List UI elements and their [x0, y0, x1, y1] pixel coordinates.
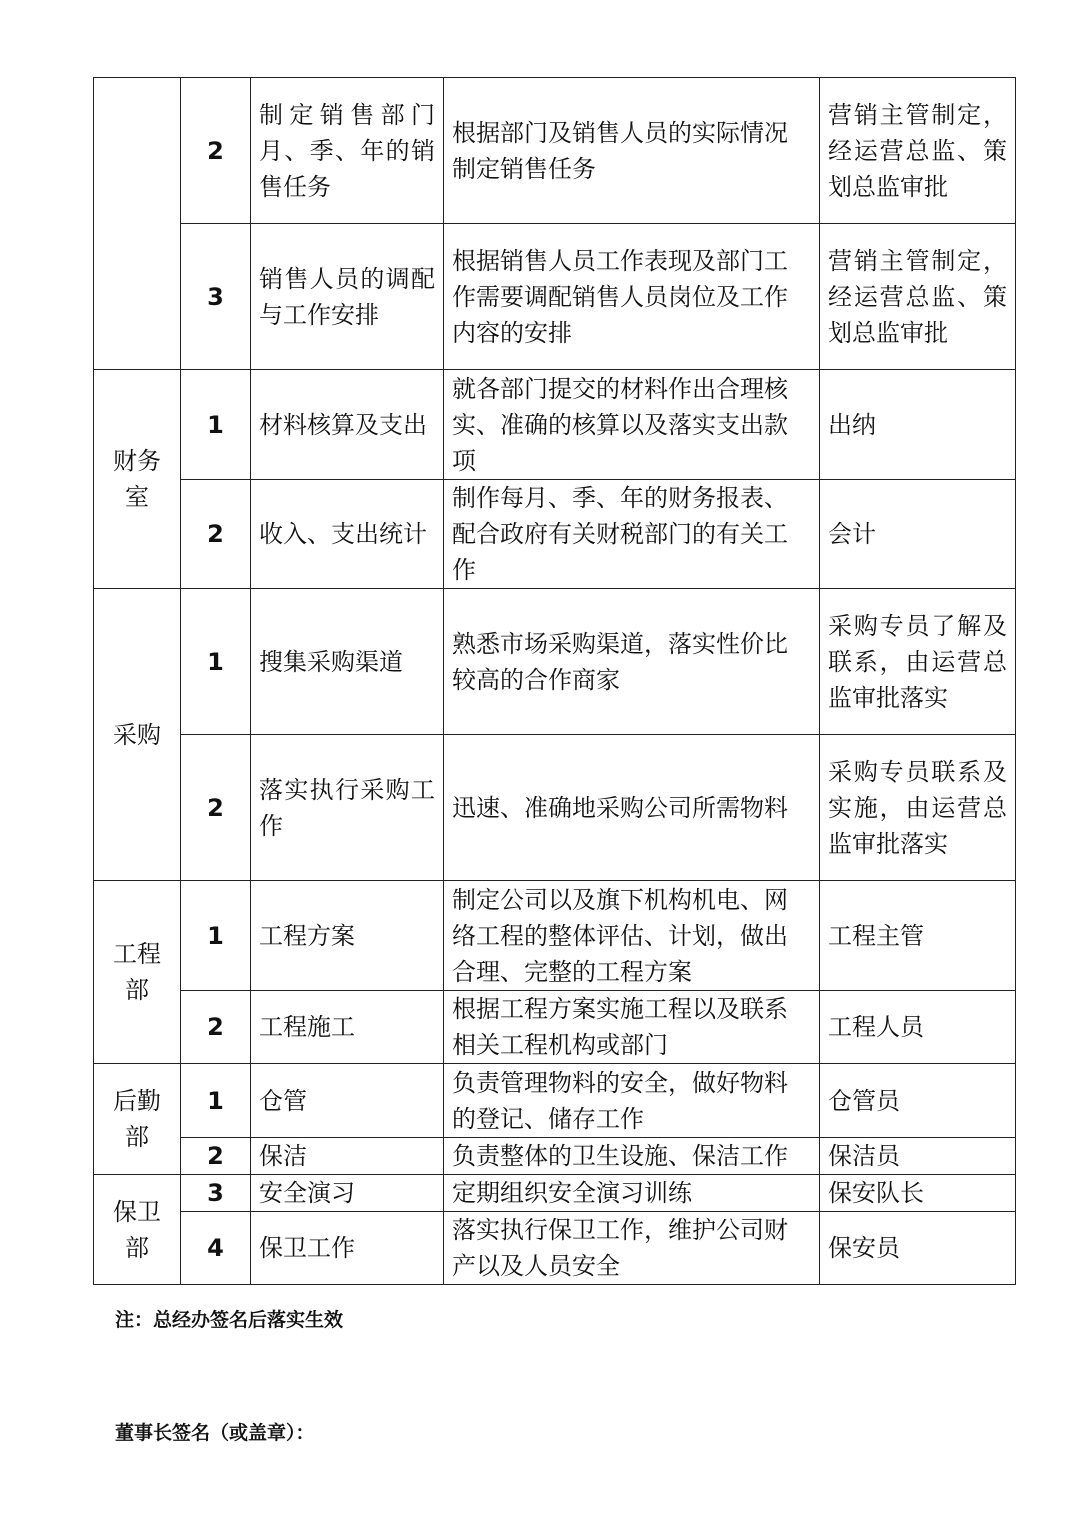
- num-cell: 2: [181, 480, 251, 589]
- task-cell: 仓管: [251, 1064, 444, 1138]
- resp-cell: 保洁员: [820, 1138, 1016, 1175]
- dept-cell-logistics: 后勤部: [94, 1064, 181, 1175]
- task-cell: 工程方案: [251, 881, 444, 991]
- num-cell: 2: [181, 1138, 251, 1175]
- table-row: [94, 1175, 1016, 1212]
- table-row: [94, 991, 1016, 1064]
- table-row: [94, 1064, 1016, 1138]
- resp-cell: 工程主管: [820, 881, 1016, 991]
- table-row: [94, 1212, 1016, 1285]
- num-cell: 2: [181, 735, 251, 881]
- table-row: [94, 1138, 1016, 1175]
- table-row: [94, 370, 1016, 480]
- desc-cell: 制定公司以及旗下机构机电、网络工程的整体评估、计划，做出合理、完整的工程方案: [444, 881, 820, 991]
- desc-cell: 落实执行保卫工作，维护公司财产以及人员安全: [444, 1212, 820, 1285]
- resp-cell: 采购专员联系及实施，由运营总监审批落实: [820, 735, 1016, 881]
- table-row: [94, 480, 1016, 589]
- desc-cell: 就各部门提交的材料作出合理核实、准确的核算以及落实支出款项: [444, 370, 820, 480]
- task-cell: 搜集采购渠道: [251, 589, 444, 735]
- num-cell: 1: [181, 589, 251, 735]
- num-cell: 2: [181, 991, 251, 1064]
- num-cell: 4: [181, 1212, 251, 1285]
- task-cell: 保卫工作: [251, 1212, 444, 1285]
- desc-cell: 迅速、准确地采购公司所需物料: [444, 735, 820, 881]
- desc-cell: 根据工程方案实施工程以及联系相关工程机构或部门: [444, 991, 820, 1064]
- task-cell: 制定销售部门月、季、年的销售任务: [251, 78, 444, 224]
- resp-cell: 保安员: [820, 1212, 1016, 1285]
- dept-cell-sales: [94, 78, 181, 370]
- num-cell: 3: [181, 1175, 251, 1212]
- num-cell: 1: [181, 881, 251, 991]
- resp-cell: 采购专员了解及联系，由运营总监审批落实: [820, 589, 1016, 735]
- task-cell: 材料核算及支出: [251, 370, 444, 480]
- table-row: [94, 589, 1016, 735]
- num-cell: 2: [181, 78, 251, 224]
- desc-cell: 熟悉市场采购渠道，落实性价比较高的合作商家: [444, 589, 820, 735]
- desc-cell: 制作每月、季、年的财务报表、配合政府有关财税部门的有关工作: [444, 480, 820, 589]
- task-cell: 安全演习: [251, 1175, 444, 1212]
- resp-cell: 仓管员: [820, 1064, 1016, 1138]
- resp-cell: 出纳: [820, 370, 1016, 480]
- dept-cell-security: 保卫部: [94, 1175, 181, 1285]
- task-cell: 落实执行采购工作: [251, 735, 444, 881]
- dept-cell-engineering: 工程部: [94, 881, 181, 1064]
- table-row: [94, 735, 1016, 881]
- num-cell: 1: [181, 370, 251, 480]
- desc-cell: 负责整体的卫生设施、保洁工作: [444, 1138, 820, 1175]
- table-row: [94, 224, 1016, 370]
- task-cell: 收入、支出统计: [251, 480, 444, 589]
- table-row: [94, 881, 1016, 991]
- desc-cell: 根据销售人员工作表现及部门工作需要调配销售人员岗位及工作内容的安排: [444, 224, 820, 370]
- dept-cell-purchasing: 采购: [94, 589, 181, 881]
- num-cell: 1: [181, 1064, 251, 1138]
- task-cell: 销售人员的调配与工作安排: [251, 224, 444, 370]
- num-cell: 3: [181, 224, 251, 370]
- desc-cell: 定期组织安全演习训练: [444, 1175, 820, 1212]
- resp-cell: 营销主管制定，经运营总监、策划总监审批: [820, 78, 1016, 224]
- desc-cell: 负责管理物料的安全，做好物料的登记、储存工作: [444, 1064, 820, 1138]
- duty-table: [93, 77, 1016, 1285]
- resp-cell: 工程人员: [820, 991, 1016, 1064]
- signature-label: 董事长签名（或盖章）：: [115, 1422, 315, 1444]
- footnote: 注：总经办签名后落实生效: [115, 1309, 344, 1331]
- dept-cell-finance: 财务室: [94, 370, 181, 589]
- task-cell: 工程施工: [251, 991, 444, 1064]
- resp-cell: 会计: [820, 480, 1016, 589]
- table-row: [94, 78, 1016, 224]
- resp-cell: 保安队长: [820, 1175, 1016, 1212]
- task-cell: 保洁: [251, 1138, 444, 1175]
- resp-cell: 营销主管制定，经运营总监、策划总监审批: [820, 224, 1016, 370]
- desc-cell: 根据部门及销售人员的实际情况制定销售任务: [444, 78, 820, 224]
